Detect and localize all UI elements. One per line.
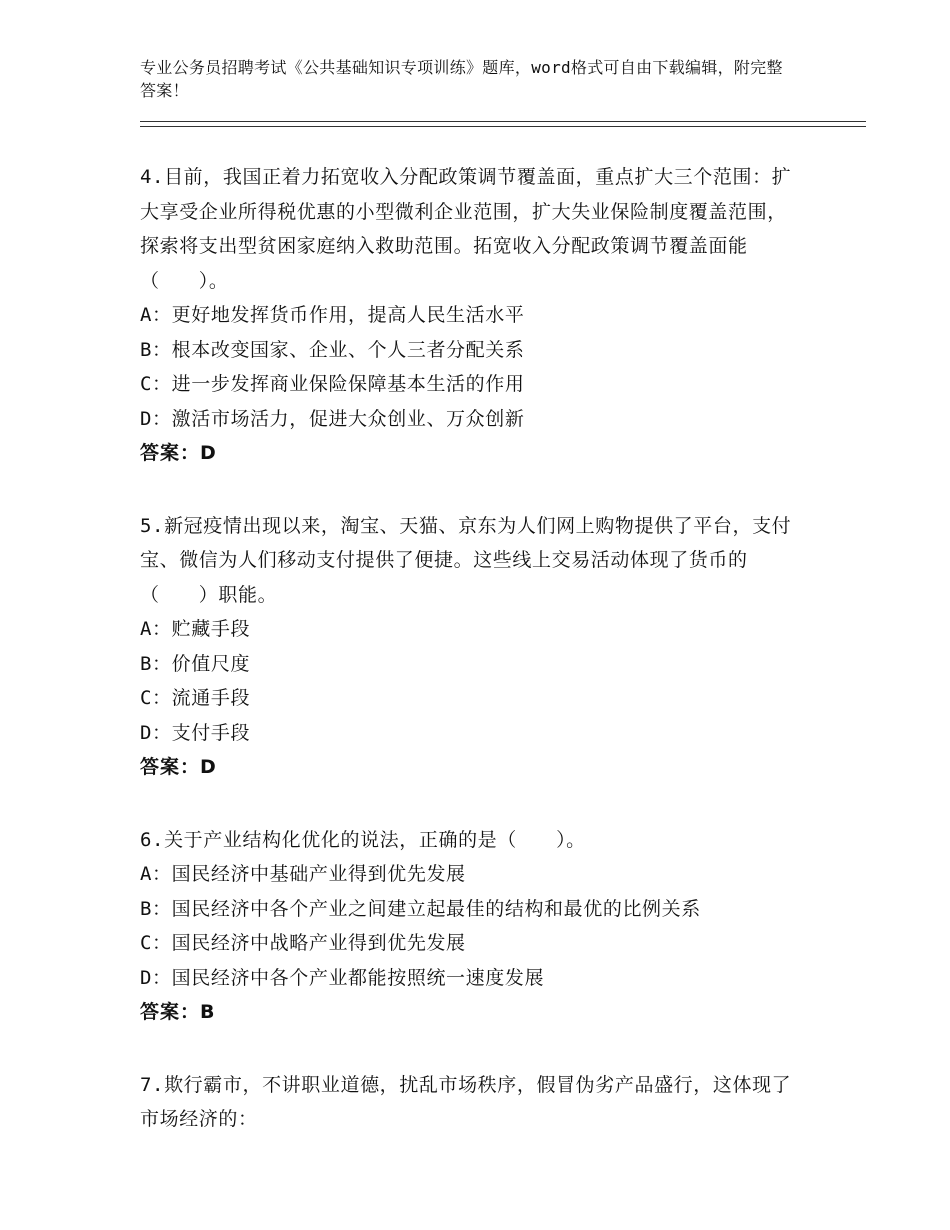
option-d: D：国民经济中各个产业都能按照统一速度发展 bbox=[140, 966, 545, 989]
document-header: 专业公务员招聘考试《公共基础知识专项训练》题库，word格式可自由下载编辑，附完整答案！ bbox=[140, 58, 783, 100]
question-text: 5.新冠疫情出现以来，淘宝、天猫、京东为人们网上购物提供了平台，支付宝、微信为人们移动支付提供了便捷。这些线上交易活动体现了货币的（ ）职能。 bbox=[140, 514, 792, 606]
header-divider-top bbox=[140, 121, 866, 122]
question-block bbox=[140, 823, 800, 1030]
option-b: B：根本改变国家、企业、个人三者分配关系 bbox=[140, 338, 525, 361]
question-block bbox=[140, 160, 800, 471]
option-d: D：激活市场活力，促进大众创业、万众创新 bbox=[140, 407, 525, 430]
option-c: C：进一步发挥商业保险保障基本生活的作用 bbox=[140, 373, 525, 395]
answer-label: 答案：D bbox=[140, 756, 217, 778]
question-text: 7.欺行霸市，不讲职业道德，扰乱市场秩序，假冒伪劣产品盛行，这体现了市场经济的： bbox=[140, 1073, 792, 1130]
question-block bbox=[140, 1068, 800, 1137]
option-b: B：价值尺度 bbox=[140, 652, 251, 675]
option-a: A：贮藏手段 bbox=[140, 618, 251, 640]
question-text: 6.关于产业结构化优化的说法，正确的是（ ）。 bbox=[140, 828, 586, 851]
answer-label: 答案：B bbox=[140, 1001, 216, 1023]
option-c: C：国民经济中战略产业得到优先发展 bbox=[140, 932, 466, 954]
question-block bbox=[140, 509, 800, 785]
question-list bbox=[140, 160, 800, 1175]
answer-label: 答案：D bbox=[140, 442, 217, 464]
header-divider-bottom bbox=[140, 126, 866, 127]
option-b: B：国民经济中各个产业之间建立起最佳的结构和最优的比例关系 bbox=[140, 897, 701, 920]
option-a: A：国民经济中基础产业得到优先发展 bbox=[140, 863, 466, 885]
question-text: 4.目前，我国正着力拓宽收入分配政策调节覆盖面，重点扩大三个范围：扩大享受企业所得税优惠的小型微利企业范围，扩大失业保险制度覆盖范围，探索将支出型贫困家庭纳入救助范围。拓宽收入分配政策调节覆盖面能（ ）。 bbox=[140, 166, 792, 292]
option-a: A：更好地发挥货币作用，提高人民生活水平 bbox=[140, 304, 525, 326]
option-d: D：支付手段 bbox=[140, 721, 251, 744]
option-c: C：流通手段 bbox=[140, 687, 251, 709]
